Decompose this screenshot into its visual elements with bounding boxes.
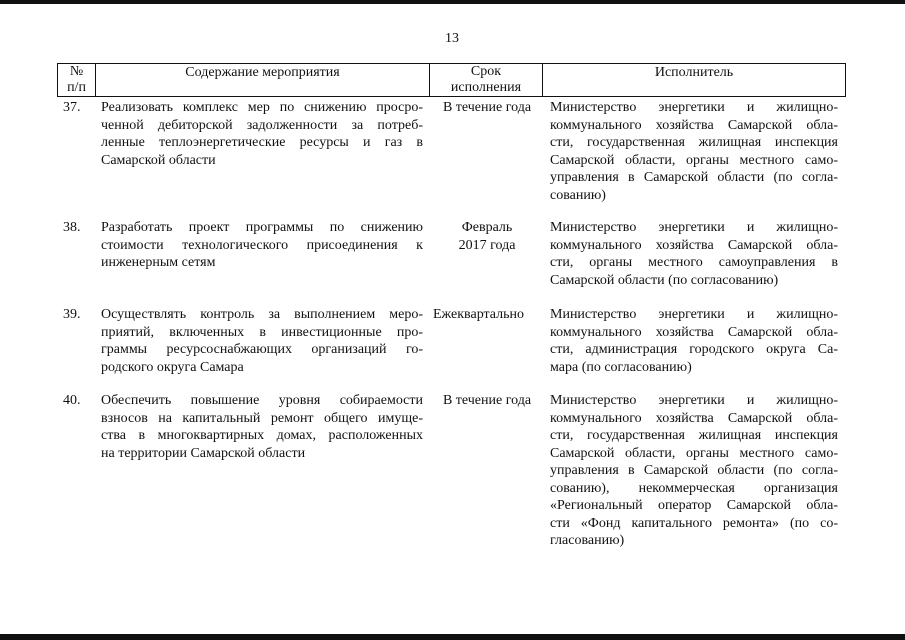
row-deadline <box>433 392 541 410</box>
row-number: 37. <box>63 100 81 115</box>
content-line: на территории Самарской области <box>101 445 306 461</box>
content-line: ченной дебиторской задолженности за потреб- <box>101 117 423 133</box>
content-line: инженерным сетям <box>101 255 216 270</box>
deadline-line: В течение года <box>442 393 532 408</box>
row-content <box>101 219 423 272</box>
executor-line: коммунального хозяйства Самарской обла- <box>550 324 838 340</box>
executor-line: сти, государственная жилищная инспекция <box>550 135 838 150</box>
scan-top-border <box>0 0 905 4</box>
executor-line: управления в Самарской области (по согла- <box>550 463 838 478</box>
header-executor: Исполнитель <box>542 63 846 97</box>
executor-line: сти, органы местного самоуправления в <box>550 255 838 270</box>
executor-line: сованию), некоммерческая организация <box>550 480 838 496</box>
row-executor <box>550 392 838 550</box>
header-deadline-line-2: исполнения <box>450 80 522 95</box>
row-content <box>101 306 423 376</box>
header-number-line-1: № <box>69 64 84 79</box>
header-content: Содержание мероприятия <box>95 63 429 97</box>
deadline-line: Ежеквартально <box>433 307 524 322</box>
header-deadline-line-1: Срок <box>470 64 502 79</box>
executor-line: коммунального хозяйства Самарской обла- <box>550 237 838 253</box>
content-line: стоимости технологического присоединения к <box>101 237 423 253</box>
executor-line: коммунального хозяйства Самарской обла- <box>550 117 838 133</box>
executor-line: «Региональный оператор Самарской обла- <box>550 498 838 513</box>
content-line: взносов на капитальный ремонт общего имуще- <box>101 410 423 426</box>
header-number <box>57 63 95 97</box>
content-line: Реализовать комплекс мер по снижению просро- <box>101 100 423 115</box>
executor-line: Министерство энергетики и жилищно- <box>550 307 838 322</box>
row-executor <box>550 306 838 376</box>
executor-line: Министерство энергетики и жилищно- <box>550 100 838 115</box>
executor-line: управления в Самарской области (по согла- <box>550 170 838 185</box>
executor-line: гласованию) <box>550 533 625 548</box>
content-line: граммы ресурсоснабжающих организаций го- <box>101 342 423 357</box>
content-line: Самарской области <box>101 152 216 168</box>
content-line: Обеспечить повышение уровня собираемости <box>101 393 423 408</box>
executor-line: сти, администрация городского округа Са- <box>550 342 838 357</box>
deadline-line: Февраль <box>461 220 513 235</box>
executor-line: Самарской области, органы местного само- <box>550 152 838 168</box>
executor-line: Самарской области (по согласованию) <box>550 272 779 288</box>
header-deadline <box>429 63 542 97</box>
executor-line: Самарской области, органы местного само- <box>550 445 838 461</box>
content-line: ленные теплоэнергетические ресурсы и газ в <box>101 135 423 150</box>
row-number: 38. <box>63 220 81 235</box>
row-deadline <box>433 99 541 117</box>
row-number: 39. <box>63 307 81 322</box>
executor-line: сти «Фонд капитального ремонта» (по со- <box>550 515 838 531</box>
row-deadline <box>433 306 541 324</box>
row-content <box>101 99 423 169</box>
header-number-line-2: п/п <box>67 80 86 95</box>
row-executor <box>550 99 838 204</box>
page-number: 13 <box>445 31 459 46</box>
executor-line: Министерство энергетики и жилищно- <box>550 393 838 408</box>
content-line: Разработать проект программы по снижению <box>101 220 423 235</box>
scan-bottom-border <box>0 634 905 640</box>
content-line: родского округа Самара <box>101 359 244 375</box>
row-deadline <box>433 219 541 254</box>
content-line: Осуществлять контроль за выполнением меро- <box>101 307 423 322</box>
row-executor <box>550 219 838 289</box>
executor-line: Министерство энергетики и жилищно- <box>550 220 838 235</box>
executor-line: сованию) <box>550 187 606 203</box>
content-line: ства в многоквартирных домах, расположенных <box>101 428 423 443</box>
row-number: 40. <box>63 393 81 408</box>
executor-line: мара (по согласованию) <box>550 359 692 375</box>
row-content <box>101 392 423 462</box>
deadline-line: 2017 года <box>458 237 516 253</box>
executor-line: коммунального хозяйства Самарской обла- <box>550 410 838 426</box>
content-line: приятий, включенных в инвестиционные про- <box>101 324 423 340</box>
executor-line: сти, государственная жилищная инспекция <box>550 428 838 443</box>
deadline-line: В течение года <box>442 100 532 115</box>
